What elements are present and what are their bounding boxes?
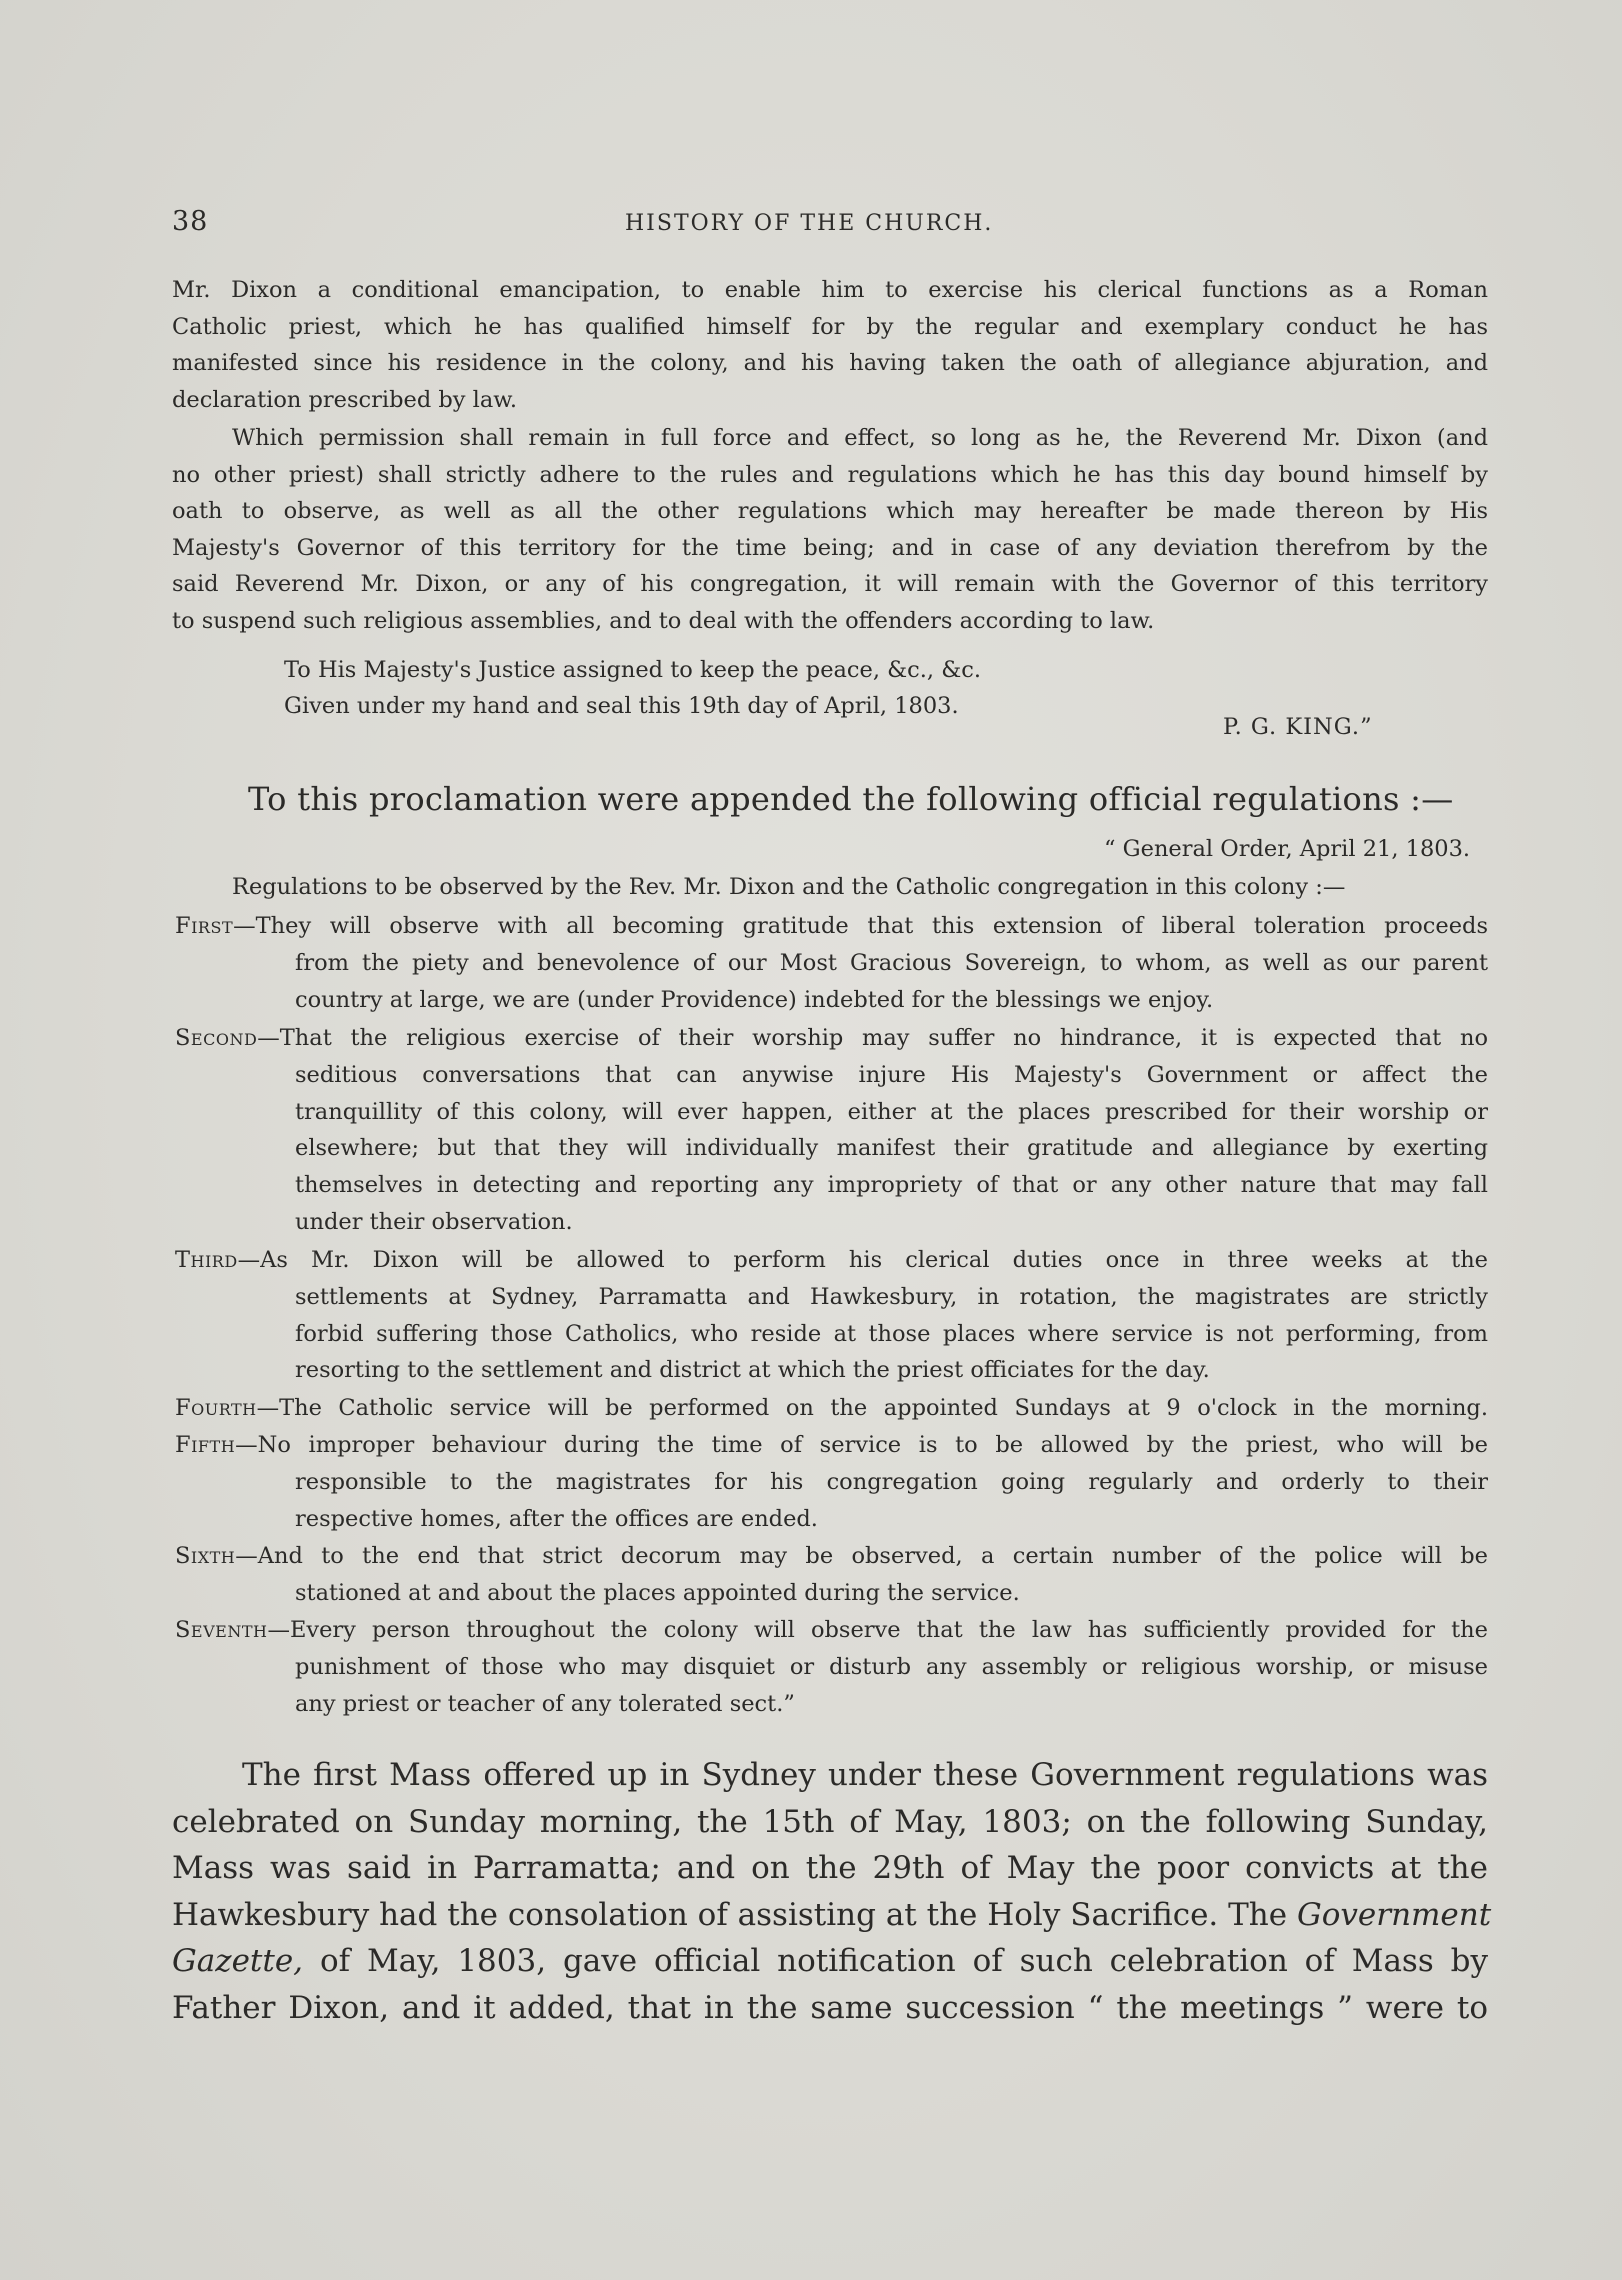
text-line: Majesty's Governor of this territory for the time being; and in case of any deviation therefrom by the [172,534,1488,561]
regulation-label: Seventh [175,1617,268,1643]
text-line: manifested since his residence in the colony, and his having taken the oath of allegiance abjuration, and [172,350,1488,376]
regulation-text: country at large, we are (under Providence) indebted for the blessings we enjoy. [295,986,1214,1013]
text-line: The first Mass offered up in Sydney under these Government regulations was [242,1757,1488,1793]
regulation-label: Fourth [175,1395,257,1421]
regulation-text: —That the religious exercise of their worship may suffer no hindrance, it is expected that no [257,1025,1488,1051]
page-header [172,206,1472,246]
text-line: declaration prescribed by law. [172,386,517,413]
text-line: to suspend such religious assemblies, and to deal with the offenders according to law. [172,607,1155,634]
regulation-text: stationed at and about the places appointed during the service. [295,1579,1020,1606]
text-line: no other priest) shall strictly adhere to the rules and regulations which he has this day bound himself by [172,461,1488,488]
regulation-text: responsible to the magistrates for his congregation going regularly and orderly to their [295,1468,1488,1495]
text-line: Mass was said in Parramatta; and on the 29th of May the poor convicts at the [172,1850,1488,1886]
regulation-text: respective homes, after the offices are ended. [295,1505,818,1532]
regulation-text: settlements at Sydney, Parramatta and Hawkesbury, in rotation, the magistrates are strictly [295,1283,1488,1310]
text-line: said Reverend Mr. Dixon, or any of his congregation, it will remain with the Governor of this territory [172,571,1488,597]
closing-paragraph [172,1752,1492,2031]
regulation-second [175,1020,1488,1241]
text-line: Which permission shall remain in full force and effect, so long as he, the Reverend Mr. Dixon (and [232,425,1488,451]
given-line: Given under my hand and seal this 19th day of April, 1803. [284,693,959,719]
regulation-text: under their observation. [295,1208,573,1235]
regulation-label: Sixth [175,1543,236,1569]
text-line: oath to observe, as well as all the other regulations which may hereafter be made thereon by His [172,498,1488,524]
running-head: HISTORY OF THE CHURCH. [625,211,994,236]
page-number: 38 [172,206,209,237]
regulation-seventh [175,1612,1488,1722]
text-line: Father Dixon, and it added, that in the same succession “ the meetings ” were to [172,1989,1488,2026]
regulation-third [175,1242,1488,1389]
regulations-intro: Regulations to be observed by the Rev. Mr. Dixon and the Catholic congregation in this colony :— [232,874,1346,900]
regulation-fifth [175,1427,1488,1537]
regulation-label: Third [175,1247,238,1273]
regulation-text: —As Mr. Dixon will be allowed to perform his clerical duties once in three weeks at the [237,1247,1488,1273]
regulation-text: from the piety and benevolence of our Most Gracious Sovereign, to whom, as well as our parent [295,949,1488,976]
regulation-text: tranquillity of this colony, will ever happen, either at the places prescribed for their worship or [295,1098,1488,1125]
regulation-text: forbid suffering those Catholics, who reside at those places where service is not performing, from [295,1320,1488,1347]
address-line: To His Majesty's Justice assigned to keep the peace, &c., &c. [284,657,982,683]
regulation-text: —And to the end that strict decorum may be observed, a certain number of the police will be [235,1543,1488,1569]
regulation-text: any priest or teacher of any tolerated sect.” [295,1690,795,1717]
text-line: celebrated on Sunday morning, the 15th of May, 1803; on the following Sunday, [172,1803,1488,1840]
regulation-text: elsewhere; but that they will individually manifest their gratitude and allegiance by exerting [295,1135,1488,1162]
regulation-label: First [175,913,234,939]
regulation-label: Second [175,1025,258,1051]
italic-title: Government [1296,1896,1492,1933]
regulation-label: Fifth [175,1432,236,1458]
regulation-text: seditious conversations that can anywise injure His Majesty's Government or affect the [295,1061,1488,1088]
regulation-text: —The Catholic service will be performed on the appointed Sundays at 9 o'clock in the morning. [256,1395,1488,1421]
regulation-text: —No improper behaviour during the time of service is to be allowed by the priest, who will be [235,1432,1488,1458]
italic-title: Gazette, [172,1943,304,1979]
text-segment: of May, 1803, gave official notification of such celebration of Mass by [319,1943,1488,1979]
regulation-first [175,908,1488,1018]
regulation-fourth [175,1390,1488,1427]
text-segment: Hawkesbury had the consolation of assisting at the Holy Sacrifice. The [172,1896,1288,1933]
regulation-text: —Every person throughout the colony will observe that the law has sufficiently provided for the [267,1617,1488,1643]
intro-line: To this proclamation were appended the following official regulations :— [248,780,1454,818]
regulation-sixth [175,1538,1488,1612]
regulation-text: punishment of those who may disquiet or disturb any assembly or religious worship, or misuse [295,1653,1488,1680]
proclamation-paragraph-2 [172,420,1488,639]
text-line: Mr. Dixon a conditional emancipation, to enable him to exercise his clerical functions as a Roman [172,277,1488,303]
regulation-text: resorting to the settlement and district at which the priest officiates for the day. [295,1357,1210,1384]
general-order-heading: “ General Order, April 21, 1803. [1104,836,1471,862]
proclamation-paragraph-1 [172,272,1488,418]
signature: P. G. KING.” [1223,714,1373,740]
text-line: Catholic priest, which he has qualified himself for by the regular and exemplary conduct he has [172,313,1488,340]
text-line [172,1892,1492,1939]
regulation-text: themselves in detecting and reporting any impropriety of that or any other nature that may fall [295,1172,1488,1199]
regulation-text: —They will observe with all becoming gratitude that this extension of liberal toleration proceeds [233,913,1488,939]
text-line [172,1938,1488,1985]
